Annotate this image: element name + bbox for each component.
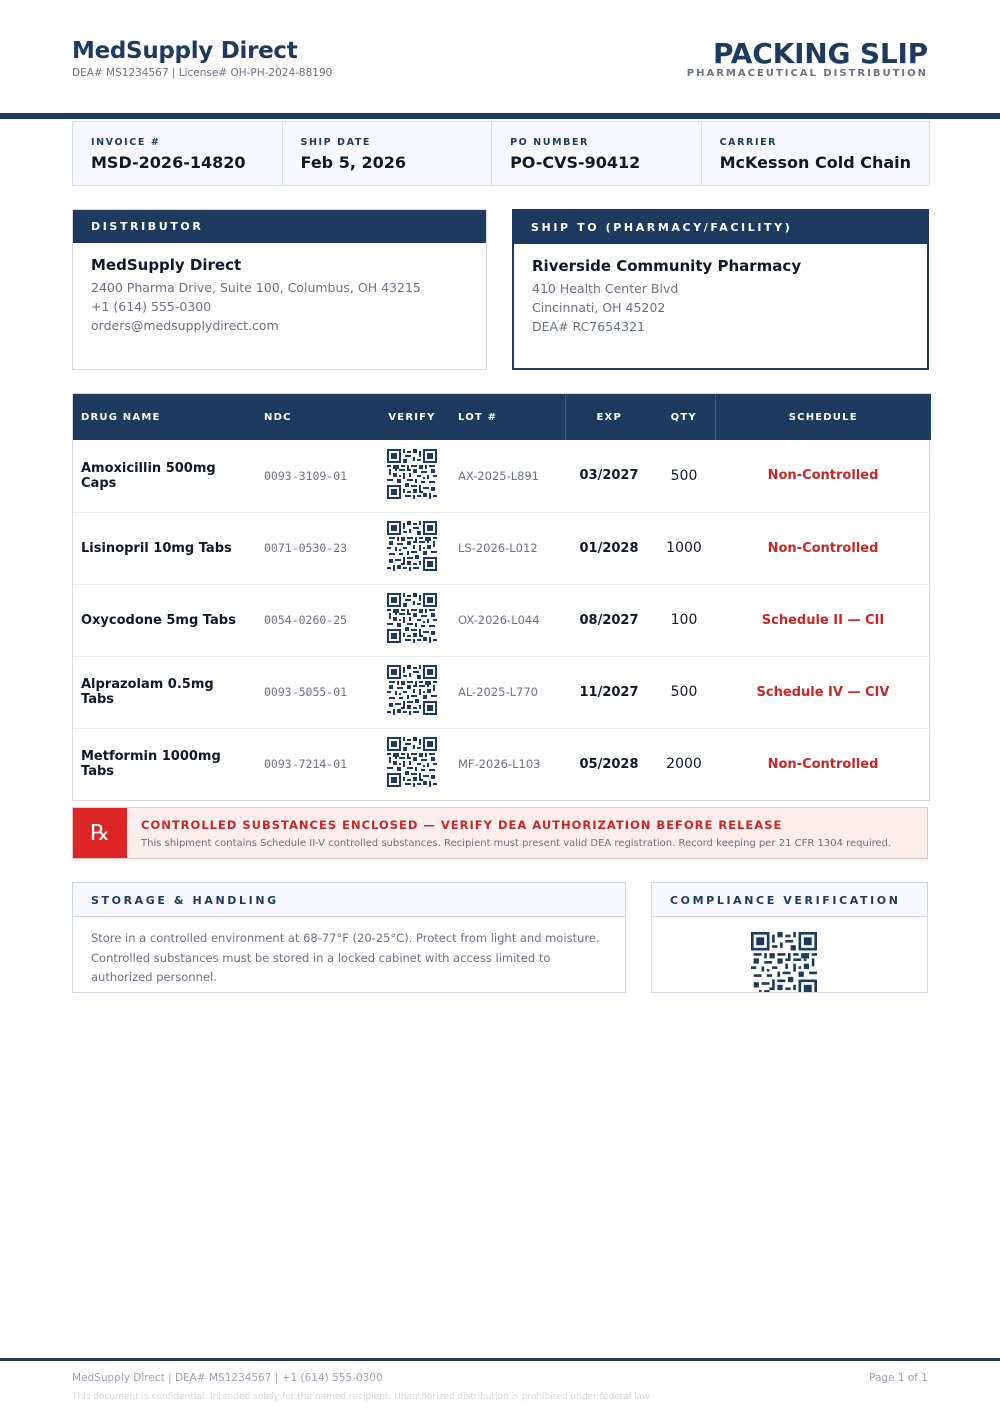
storage-instructions: Store in a controlled environment at 68-77°F (20-25°C). Protect from light and moisture. Controlled substances must be stored in a locked cabinet with access limited to authorized personnel. [91,931,600,984]
ship-to-name: Riverside Community Pharmacy [532,257,802,275]
drug-name: Alprazolam 0.5mg Tabs [73,656,256,728]
ndc-code: 0054-0260-25 [256,584,374,656]
meta-invoice [73,122,283,185]
brand-name: MedSupply Direct [72,38,298,64]
ship-to-panel [512,209,929,370]
drug-name: Lisinopril 10mg Tabs [73,512,256,584]
meta-value: MSD-2026-14820 [91,153,246,172]
expiration-date: 03/2027 [579,468,639,484]
table-header-row [73,394,931,440]
schedule-status: Non-Controlled [715,728,931,800]
meta-value: PO-CVS-90412 [510,153,641,172]
ndc-code: 0093-3109-01 [264,468,348,483]
quantity: 100 [653,584,715,656]
table-row [73,728,931,800]
column-header-lot: LOT # [450,394,565,440]
expiration-date: 11/2027 [565,656,653,728]
ship-to-heading: SHIP TO (PHARMACY/FACILITY) [514,211,927,244]
meta-label: CARRIER [719,137,778,148]
meta-label: PO NUMBER [510,137,589,148]
column-header-qty: QTY [653,394,715,440]
table-row [73,440,931,512]
drug-name: Amoxicillin 500mg Caps [81,460,216,491]
distributor-email: orders@medsupplydirect.com [91,318,279,333]
document-header [72,38,928,88]
meta-label: SHIP DATE [300,137,371,148]
controlled-substance-alert [72,807,928,859]
document-subtitle: PHARMACEUTICAL DISTRIBUTION [686,68,928,79]
drug-name: Oxycodone 5mg Tabs [73,584,256,656]
alert-description: This shipment contains Schedule II-V controlled substances. Recipient must present valid DEA registration. Record keeping per 21 CFR 1304 required. [141,838,892,849]
expiration-date: 08/2027 [565,584,653,656]
header-divider [0,113,1000,119]
footer-confidentiality-note: This document is confidential. Intended solely for the named recipient. Unauthorized distribution is prohibited under federal law. [72,1392,652,1402]
qr-code-icon[interactable] [387,737,437,787]
brand-license-info: DEA# MS1234567 | License# OH-PH-2024-88190 [72,67,333,79]
meta-value: Feb 5, 2026 [300,153,406,172]
storage-handling-panel [72,882,626,993]
page-number: Page 1 of 1 [869,1372,928,1384]
qr-code-icon[interactable] [387,521,437,571]
distributor-heading: DISTRIBUTOR [73,210,486,243]
column-header-exp: EXP [565,394,653,440]
ndc-code: 0093-5055-01 [256,656,374,728]
lot-number: MF-2026-L103 [450,728,565,800]
qr-code-icon[interactable] [387,665,437,715]
column-header-drug: DRUG NAME [73,394,256,440]
ship-to-dea: DEA# RC7654321 [532,319,645,334]
shipment-meta [72,121,930,186]
column-header-schedule: SCHEDULE [715,394,931,440]
lot-number: AL-2025-L770 [450,656,565,728]
table-row [73,584,931,656]
line-items-table [72,393,930,801]
column-header-verify: VERIFY [374,394,450,440]
meta-po-number [492,122,702,185]
quantity: 1000 [653,512,715,584]
ndc-code: 0071-0530-23 [256,512,374,584]
footer-divider [0,1358,1000,1361]
compliance-verification-panel [651,882,928,993]
ndc-code: 0093-7214-01 [256,728,374,800]
distributor-address: 2400 Pharma Drive, Suite 100, Columbus, OH 43215 [91,280,421,295]
schedule-status: Schedule IV — CIV [715,656,931,728]
alert-title: CONTROLLED SUBSTANCES ENCLOSED — VERIFY DEA AUTHORIZATION BEFORE RELEASE [141,818,783,832]
meta-label: INVOICE # [91,137,161,148]
storage-heading: STORAGE & HANDLING [73,883,625,917]
column-header-ndc: NDC [256,394,374,440]
qr-code-icon[interactable] [751,932,817,993]
quantity: 500 [653,656,715,728]
meta-ship-date [283,122,493,185]
qr-code-icon[interactable] [387,593,437,643]
distributor-name: MedSupply Direct [91,256,242,274]
expiration-date: 01/2028 [565,512,653,584]
schedule-status: Non-Controlled [767,468,879,484]
table-row [73,512,931,584]
ship-to-city: Cincinnati, OH 45202 [532,300,666,315]
rx-icon: ℞ [73,808,127,858]
schedule-status: Schedule II — CII [715,584,931,656]
ship-to-street: 410 Health Center Blvd [532,281,679,296]
drug-name: Metformin 1000mg Tabs [73,728,256,800]
table-row [73,656,931,728]
schedule-status: Non-Controlled [715,512,931,584]
expiration-date: 05/2028 [565,728,653,800]
footer-contact: MedSupply Direct | DEA# MS1234567 | +1 (614) 555-0300 [72,1372,383,1384]
lot-number: LS-2026-L012 [450,512,565,584]
quantity: 2000 [653,728,715,800]
quantity: 500 [670,467,698,484]
lot-number: AX-2025-L891 [458,468,540,483]
document-title: PACKING SLIP [713,37,928,70]
compliance-heading: COMPLIANCE VERIFICATION [652,883,927,917]
qr-code-icon[interactable] [387,449,437,499]
lot-number: OX-2026-L044 [450,584,565,656]
meta-value: McKesson Cold Chain [719,153,912,172]
distributor-phone: +1 (614) 555-0300 [91,299,212,314]
distributor-panel [72,209,487,370]
meta-carrier [702,122,929,185]
